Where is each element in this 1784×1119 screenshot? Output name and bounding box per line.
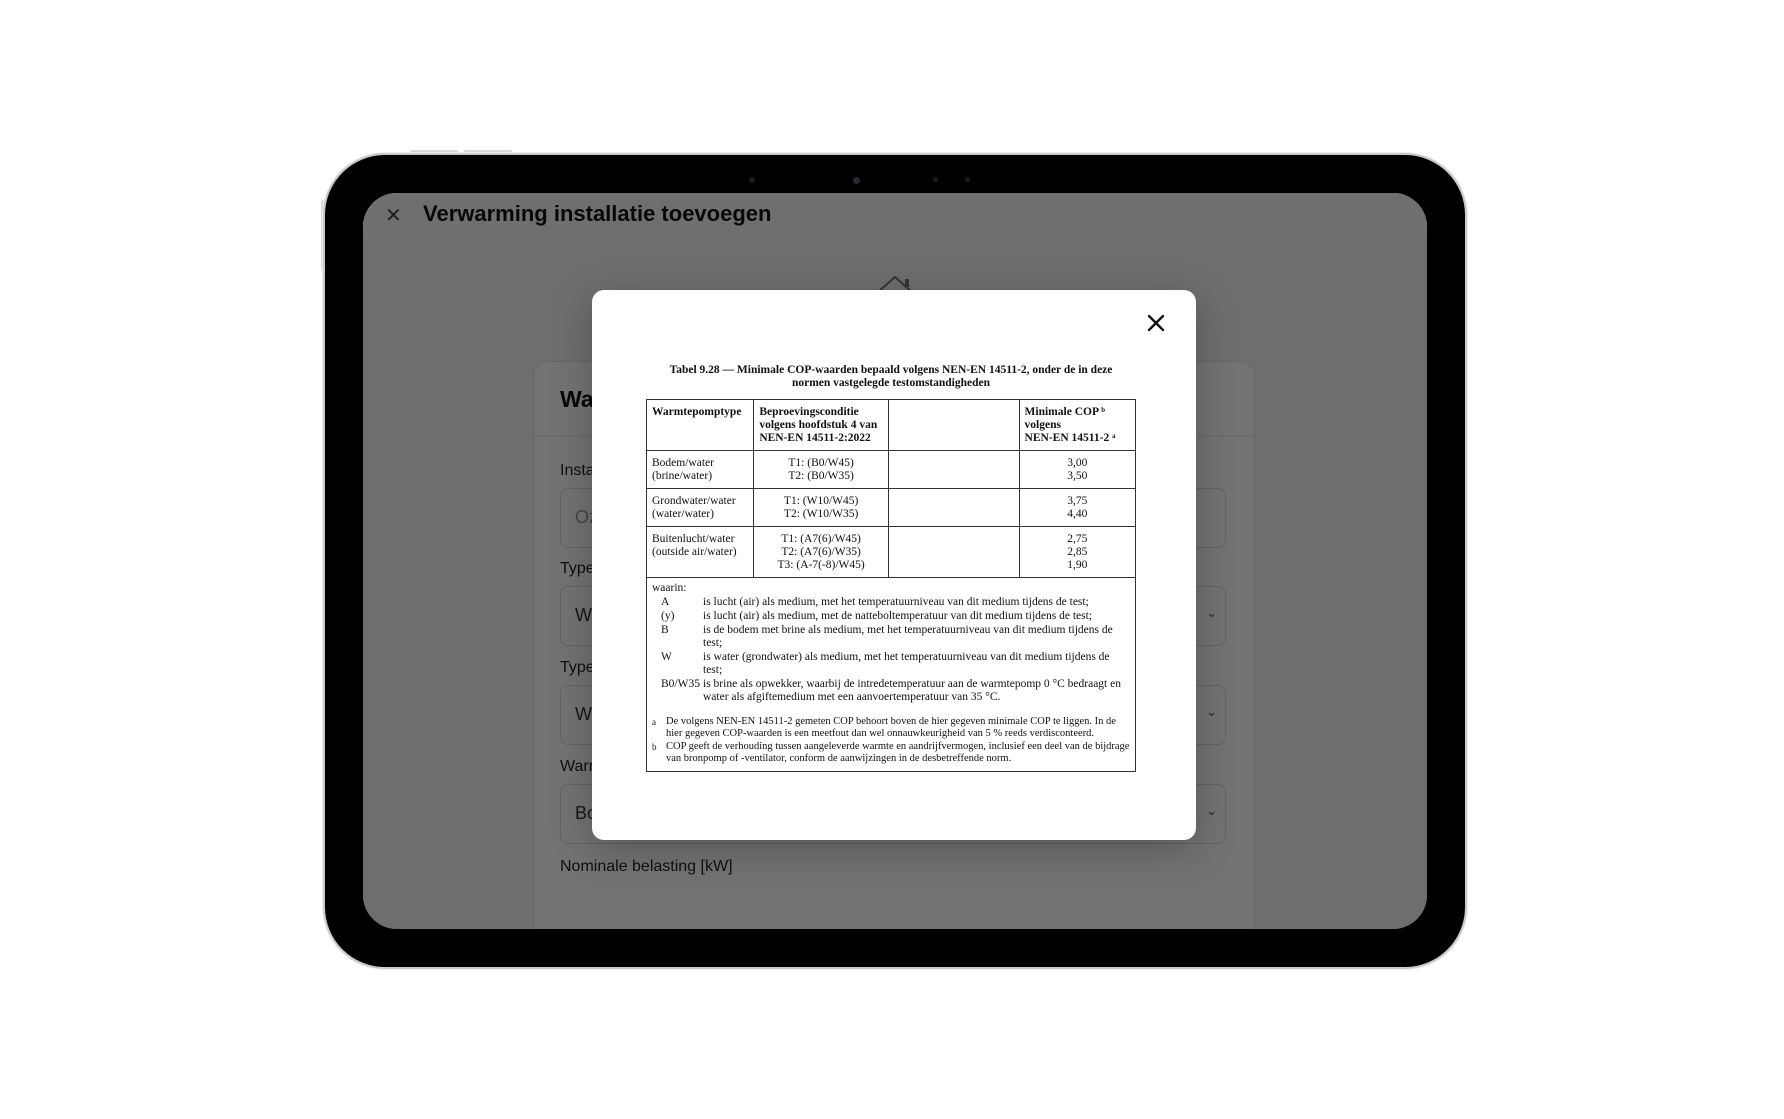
definition-item: W is water (grondwater) als medium, met het temperatuurniveau van dit medium tijdens de test; [661,651,1110,676]
camera-icon [965,177,970,182]
volume-button [464,150,512,154]
table-cell: Bodem/water (brine/water) [647,451,754,489]
close-icon-glyph [1146,313,1166,333]
table-cell: T1: (W10/W45) T2: (W10/W35) [754,489,889,527]
image-modal [592,290,1196,840]
camera-icon [853,177,860,184]
table-cell: 3,75 4,40 [1019,489,1135,527]
cop-table [646,399,1136,772]
definition-item: (y) is lucht (air) als medium, met de natteboltemperatuur van dit medium tijdens de test; [661,610,1092,622]
cop-table-image [646,364,1136,772]
definition-item: A is lucht (air) als medium, met het temperatuurniveau van dit medium tijdens de test; [661,596,1089,608]
volume-button [410,150,458,154]
footnote: a De volgens NEN-EN 14511-2 gemeten COP behoort boven de hier gegeven minimale COP te liggen. In de hier gegeven COP-waarden is een meetfout dan wel onnauwkeurigheid van 5 % reeds verdisconteerd. [652,716,1116,739]
definition-item: B is de bodem met brine als medium, met het temperatuurniveau van dit medium tijdens de test; [661,624,1113,649]
table-cell [888,451,1019,489]
table-header-row [647,400,1136,451]
table-title: Tabel 9.28 — Minimale COP-waarden bepaald volgens NEN-EN 14511-2, onder de in deze normen vastgelegde testomstandigheden [669,364,1113,389]
table-row [647,489,1136,527]
header-cell: Minimale COP ᵇ volgens NEN-EN 14511-2 ᵃ [1019,400,1135,451]
table-cell [888,489,1019,527]
where-label: waarin: [652,582,687,594]
header-cell [888,400,1019,451]
table-cell: T1: (B0/W45) T2: (B0/W35) [754,451,889,489]
header-cell: Warmtepomptype [647,400,754,451]
table-cell: 2,75 2,85 1,90 [1019,527,1135,578]
close-icon[interactable] [1142,310,1170,338]
table-cell [888,527,1019,578]
table-row [647,527,1136,578]
table-cell: Grondwater/water (water/water) [647,489,754,527]
footnote: b COP geeft de verhouding tussen aangeleverde warmte en aandrijfvermogen, inclusief een deel van de bijdrage van bronpomp of -ventilator, conform de aanwijzingen in de desbetreffende norm. [652,741,1130,764]
camera-icon [749,177,755,183]
camera-icon [933,177,938,182]
notes-cell [647,578,1136,772]
table-notes-row [647,578,1136,772]
table-row [647,451,1136,489]
table-cell: T1: (A7(6)/W45) T2: (A7(6)/W35) T3: (A-7(-8)/W45) [754,527,889,578]
table-cell: 3,00 3,50 [1019,451,1135,489]
header-cell: Beproevingsconditie volgens hoofdstuk 4 van NEN-EN 14511-2:2022 [754,400,889,451]
definition-item: B0/W35 is brine als opwekker, waarbij de intredetemperatuur aan de warmtepomp 0 °C bedraagt en water als afgiftemedium met een aanvoertemperatuur van 35 °C. [661,678,1121,703]
table-cell: Buitenlucht/water (outside air/water) [647,527,754,578]
